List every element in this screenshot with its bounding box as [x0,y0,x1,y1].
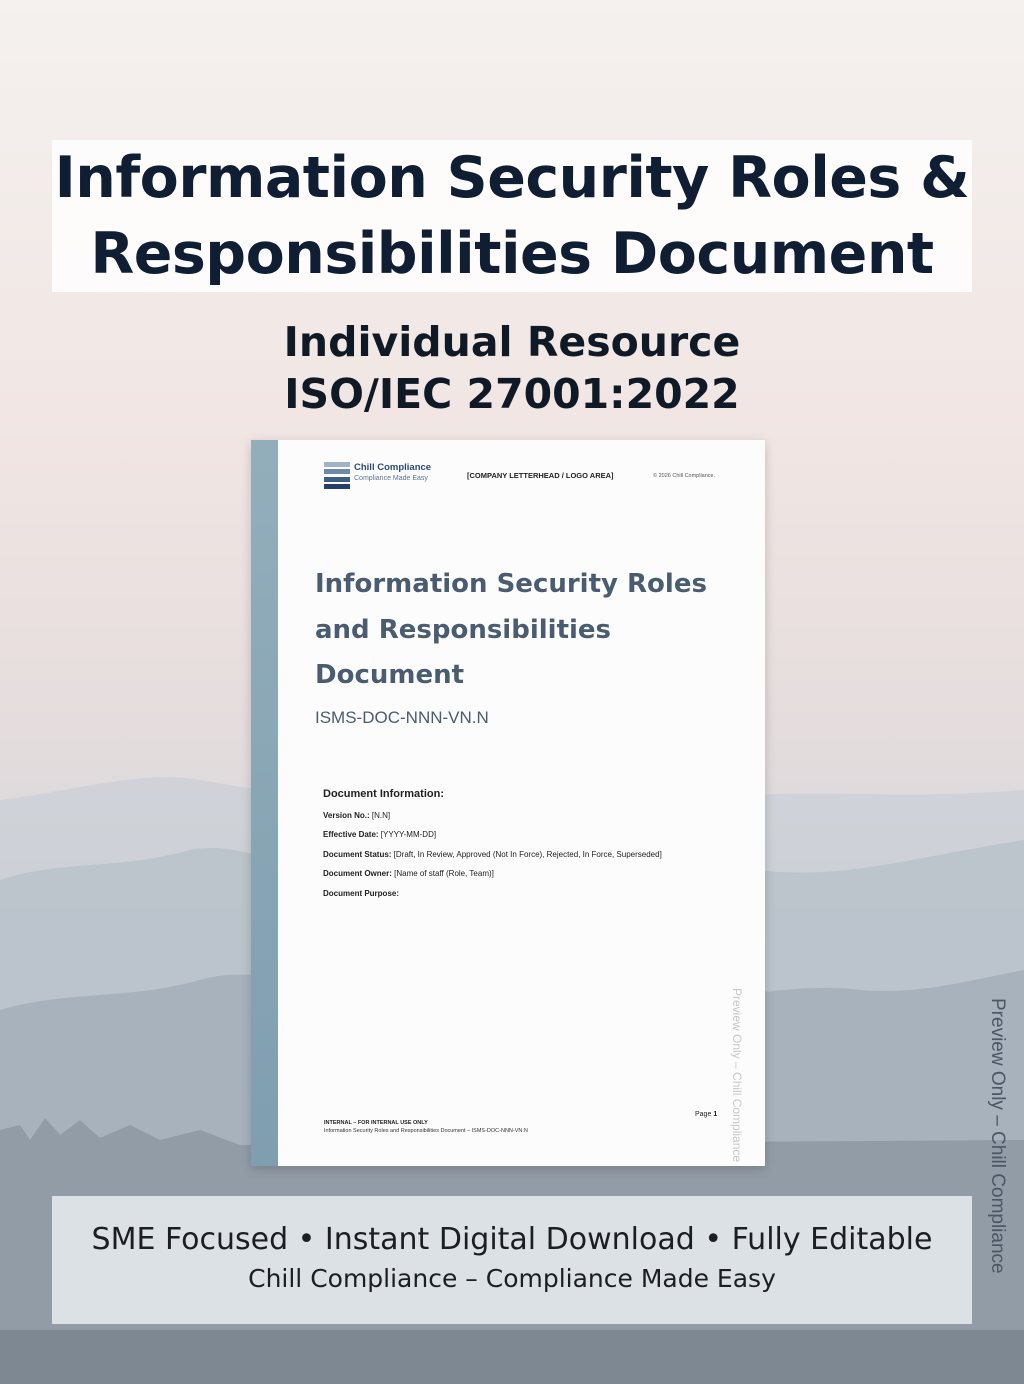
document-watermark: Preview Only – Chill Compliance [730,988,744,1163]
page-number [695,1111,717,1118]
field-value: [YYYY-MM-DD] [378,830,437,839]
document-title-line-2: and Responsibilities [315,614,612,645]
document-title-line-1: Information Security Roles [315,569,707,599]
footer-classification: INTERNAL – FOR INTERNAL USE ONLY [324,1120,428,1126]
field-effective-date [323,830,436,839]
logo-tagline: Compliance Made Easy [354,475,428,482]
field-label: Version No.: [323,811,370,820]
title-banner [52,140,972,292]
page-number-value: 1 [713,1111,718,1118]
logo-stripes-icon [324,462,350,489]
field-owner [323,869,494,878]
side-watermark: Preview Only – Chill Compliance [987,998,1008,1274]
copyright-notice: © 2026 Chill Compliance. [653,473,716,479]
field-value: [N.N] [369,811,391,820]
footer-document-reference: Information Security Roles and Responsibilities Document – ISMS-DOC-NNN-VN.N [324,1128,528,1134]
field-purpose [323,889,399,898]
page-title [55,140,970,292]
subtitle-resource: Individual Resource [283,318,741,366]
field-value: [Name of staff (Role, Team)] [391,869,494,878]
field-value: [Draft, In Review, Approved (Not In Force), Rejected, In Force, Superseded] [391,850,662,859]
field-label: Document Status: [323,850,392,859]
field-label: Document Purpose: [323,889,400,898]
field-label: Effective Date: [323,830,379,839]
page-title-line-2: Responsibilities Document [90,221,934,287]
company-logo [324,462,431,489]
document-title-line-3: Document [315,660,465,690]
document-side-stripe [251,440,278,1166]
logo-name: Chill Compliance [354,462,432,473]
document-title [315,562,735,699]
features-banner [52,1196,972,1324]
brand-tagline: Chill Compliance – Compliance Made Easy [248,1264,776,1293]
page-label: Page [695,1111,712,1118]
document-preview [251,440,765,1166]
page-title-line-1: Information Security Roles & [54,145,970,211]
field-status [323,850,662,859]
document-info-heading: Document Information: [323,788,444,800]
field-version [323,811,390,820]
document-id: ISMS-DOC-NNN-VN.N [315,708,489,727]
subtitle-standard: ISO/IEC 27001:2022 [284,370,740,418]
features-list: SME Focused • Instant Digital Download • Fully Editable [91,1222,933,1257]
field-label: Document Owner: [323,869,392,878]
letterhead-placeholder: [COMPANY LETTERHEAD / LOGO AREA] [467,471,614,480]
